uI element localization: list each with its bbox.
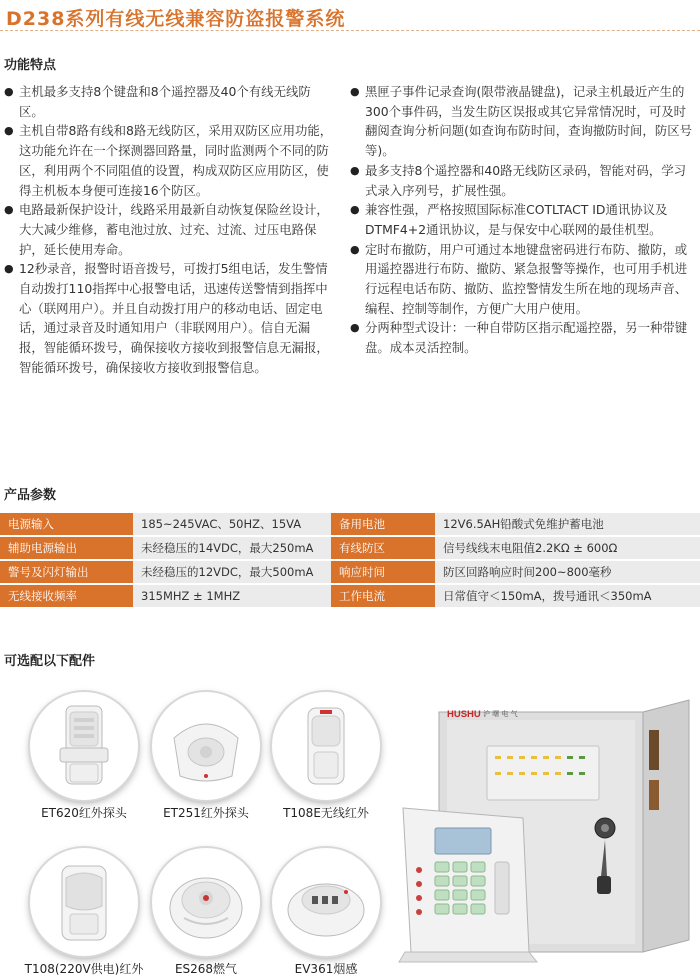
spec-label: 电源输入	[0, 513, 133, 535]
spec-value: 未经稳压的12VDC，最大500mA	[133, 561, 331, 583]
accessory-label: T108E无线红外	[283, 806, 369, 820]
spec-row	[0, 561, 700, 583]
accessory-image-t108e	[272, 692, 380, 800]
spec-table	[0, 511, 700, 609]
accessory-label: ES268燃气	[174, 962, 238, 976]
features-left-column	[4, 82, 334, 378]
feature-item: ● 主机自带8路有线和8路无线防区，采用双防区应用功能，这功能允许在一个探测器回路量，同时监测两个不同的防区，利用两个不同阻值的设置，构成双防区应用防区，使得主机板本身便可连接16个防区。	[4, 121, 334, 200]
wall-pir-icon	[30, 848, 138, 956]
spec-label: 无线接收频率	[0, 585, 133, 607]
spec-label: 备用电池	[331, 513, 435, 535]
features-right-column	[350, 82, 698, 358]
brand-chinese-text: 沪 曙 电 气	[483, 710, 518, 718]
spec-value: 日常值守＜150mA，拨号通讯＜350mA	[435, 585, 700, 607]
spec-label: 工作电流	[331, 585, 435, 607]
spec-value: 315MHZ ± 1MHZ	[133, 585, 331, 607]
spec-label: 辅助电源输出	[0, 537, 133, 559]
accessory-image-t108	[30, 848, 138, 956]
alarm-panel-icon	[395, 690, 700, 975]
spec-value: 185~245VAC、50HZ、15VA	[133, 513, 331, 535]
feature-item: ● 定时布撤防，用户可通过本地键盘密码进行布防、撤防，或用遥控器进行布防、撤防、紧急报警等操作，也可用手机进行远程电话布防、撤防、监控警情发生所在地的现场声音、编程、控制等制作，方便广大用户使用。	[350, 240, 698, 319]
accessory-label: T108(220V供电)红外	[24, 962, 144, 976]
spec-row	[0, 585, 700, 607]
spec-row	[0, 513, 700, 535]
accessory-image-et620	[30, 692, 138, 800]
spec-value: 未经稳压的14VDC，最大250mA	[133, 537, 331, 559]
accessory-label: ET251红外探头	[163, 806, 249, 820]
feature-item: ● 分两种型式设计：一种自带防区指示配遥控器，另一种带键盘。成本灵活控制。	[350, 318, 698, 357]
wireless-pir-icon	[272, 692, 380, 800]
spec-value: 12V6.5AH铅酸式免维护蓄电池	[435, 513, 700, 535]
feature-item: ● 黑匣子事件记录查询(限带液晶键盘)，记录主机最近产生的300个事件码，当发生防区误报或其它异常情况时，可及时翻阅查询分析问题(如查询布防时间，查询撤防时间，防区号等)。	[350, 82, 698, 161]
spec-label: 警号及闪灯输出	[0, 561, 133, 583]
specs-heading: 产品参数	[4, 488, 57, 503]
feature-item: ● 兼容性强，严格按照国际标准COTLTACT ID通讯协议及DTMF4+2通讯协议，是与保安中心联网的最佳机型。	[350, 200, 698, 239]
page-title: D238系列有线无线兼容防盗报警系统	[6, 8, 346, 30]
gas-detector-icon	[152, 848, 260, 956]
accessory-image-et251	[152, 692, 260, 800]
accessories-heading: 可选配以下配件	[4, 654, 96, 669]
spec-row	[0, 537, 700, 559]
ceiling-pir-icon	[152, 692, 260, 800]
features-heading: 功能特点	[4, 58, 57, 73]
title-divider	[0, 30, 700, 31]
accessory-image-ev361	[272, 848, 380, 956]
feature-item: ● 12秒录音，报警时语音拨号，可拨打5组电话，发生警情自动拨打110指挥中心报警电话，迅速传送警情到指挥中心（联网用户）。并且自动拨打用户的移动电话、固定电话，通过录音及时通知用户（非联网用户）。信自无漏报，智能循环拨号，确保接收方接收到报警信息无漏报，智能循环拨号，确保接收方接收到报警信息。	[4, 259, 334, 377]
brand-logo-text: HUSHU	[447, 709, 481, 720]
feature-item: ● 最多支持8个遥控器和40路无线防区录码，智能对码，学习式录入序列号，扩展性强。	[350, 161, 698, 200]
accessory-image-es268	[152, 848, 260, 956]
feature-item: ● 主机最多支持8个键盘和8个遥控器及40个有线无线防区。	[4, 82, 334, 121]
spec-label: 响应时间	[331, 561, 435, 583]
spec-value: 防区回路响应时间200~800毫秒	[435, 561, 700, 583]
spec-label: 有线防区	[331, 537, 435, 559]
pir-detector-icon	[30, 692, 138, 800]
smoke-detector-icon	[272, 848, 380, 956]
accessory-label: EV361烟感	[294, 962, 358, 976]
alarm-panel-image	[395, 690, 700, 975]
feature-item: ● 电路最新保护设计，线路采用最新自动恢复保险丝设计，大大减少维修，蓄电池过放、过充、过流、过压电路保护，延长使用寿命。	[4, 200, 334, 259]
spec-value: 信号线线末电阻值2.2KΩ ± 600Ω	[435, 537, 700, 559]
accessory-label: ET620红外探头	[41, 806, 127, 820]
